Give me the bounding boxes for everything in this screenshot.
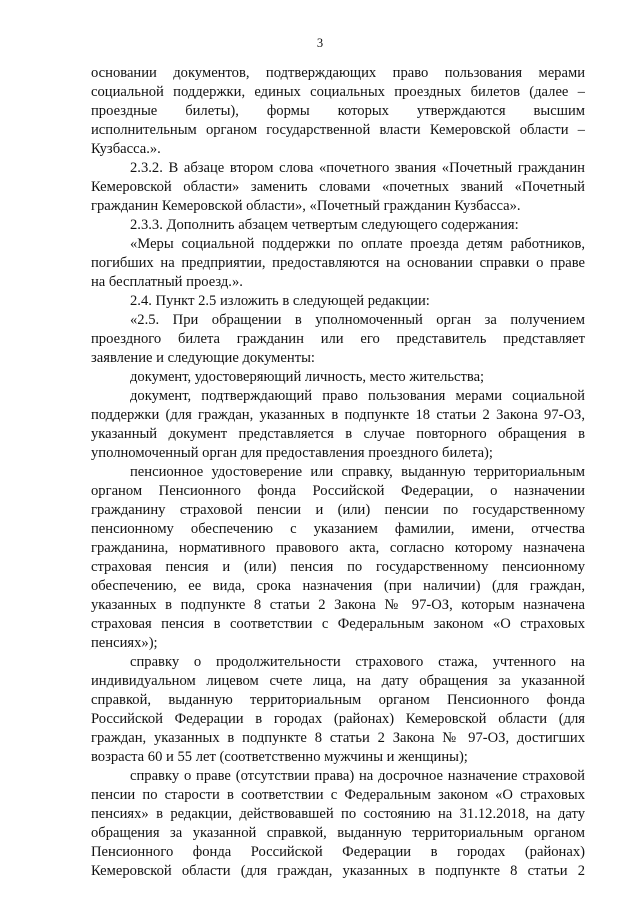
text-line: на бесплатный проезд.». [91, 274, 243, 290]
text-line: социальной поддержки, единых социальных проездных билетов (далее – [91, 84, 585, 100]
text-line: исполнительным органом государственной власти Кемеровской области – [91, 122, 585, 138]
text-line: указанный документ представляется в случае повторного обращения в [91, 426, 585, 442]
text-line: индивидуальном лицевом счете лица, на дату обращения за указанной [91, 673, 585, 689]
text-line: «2.5. При обращении в уполномоченный орган за получением [130, 312, 585, 328]
text-line: Пенсионного фонда Российской Федерации в городах (районах) [91, 844, 585, 860]
text-line: пенсии по старости в соответствии с Федеральным законом «О страховых [91, 787, 585, 803]
text-line: страховая пенсия в соответствии с Федеральным законом «О страховых [91, 616, 585, 632]
text-line: Кемеровской области» заменить словами «почетных званий «Почетный [91, 179, 585, 195]
text-line: заявление и следующие документы: [91, 350, 315, 366]
text-line: пенсионное удостоверение или справку, выданную территориальным [130, 464, 585, 480]
text-line: документ, удостоверяющий личность, место жительства; [130, 369, 485, 385]
text-line: страховая пенсия и (или) пенсия по государственному пенсионному [91, 559, 585, 575]
text-line: проездного билета гражданин или его представитель представляет [91, 331, 585, 347]
text-line: основании документов, подтверждающих право пользования мерами [91, 65, 585, 81]
text-line: документ, подтверждающий право пользования мерами социальной [130, 388, 585, 404]
text-line: обеспечению, ее вида, срока назначения (при наличии) (для граждан, [91, 578, 585, 594]
text-line: Кемеровской области (для граждан, указанных в подпункте 8 статьи 2 [91, 863, 585, 879]
text-line: обращения за указанной справкой, выданную территориальным органом [91, 825, 585, 841]
text-line: уполномоченный орган для предоставления проездного билета); [91, 445, 493, 461]
text-line: граждан, указанных в подпункте 8 статьи 2 Закона № 97-ОЗ, достигших [91, 730, 585, 746]
text-line: проездные билеты), формы которых утверждаются высшим [91, 103, 585, 119]
text-line: 2.3.3. Дополнить абзацем четвертым следующего содержания: [130, 217, 519, 233]
text-line: пенсионному обеспечению с указанием фамилии, имени, отчества [91, 521, 585, 537]
text-line: поддержки (для граждан, указанных в подпункте 18 статьи 2 Закона 97-ОЗ, [91, 407, 585, 423]
text-line: справку о продолжительности страхового стажа, учтенного на [130, 654, 585, 670]
text-line: справку о праве (отсутствии права) на досрочное назначение страховой [130, 768, 585, 784]
text-line: органом Пенсионного фонда Российской Федерации, о назначении [91, 483, 585, 499]
text-line: гражданин Кемеровской области», «Почетный гражданин Кузбасса». [91, 198, 521, 214]
text-line: гражданина, нормативного правового акта, согласно которому назначена [91, 540, 585, 556]
text-line: справкой, выданную территориальным органом Пенсионного фонда [91, 692, 585, 708]
text-line: пенсиях»); [91, 635, 158, 651]
page-number: 3 [316, 36, 324, 50]
text-line: возраста 60 и 55 лет (соответственно мужчины и женщины); [91, 749, 468, 765]
text-line: гражданину страховой пенсии и (или) пенсии по государственному [91, 502, 585, 518]
text-line: 2.4. Пункт 2.5 изложить в следующей редакции: [130, 293, 430, 309]
text-line: погибших на предприятии, предоставляются на основании справки о праве [91, 255, 585, 271]
text-line: Российской Федерации в городах (районах) Кемеровской области (для [91, 711, 585, 727]
text-line: указанных в подпункте 8 статьи 2 Закона № 97-ОЗ, которым назначена [91, 597, 585, 613]
text-line: 2.3.2. В абзаце втором слова «почетного звания «Почетный гражданин [130, 160, 585, 176]
text-line: «Меры социальной поддержки по оплате проезда детям работников, [130, 236, 585, 252]
text-line: пенсиях» в редакции, действовавшей по состоянию на 31.12.2018, на дату [91, 806, 585, 822]
text-line: Кузбасса.». [91, 141, 161, 157]
